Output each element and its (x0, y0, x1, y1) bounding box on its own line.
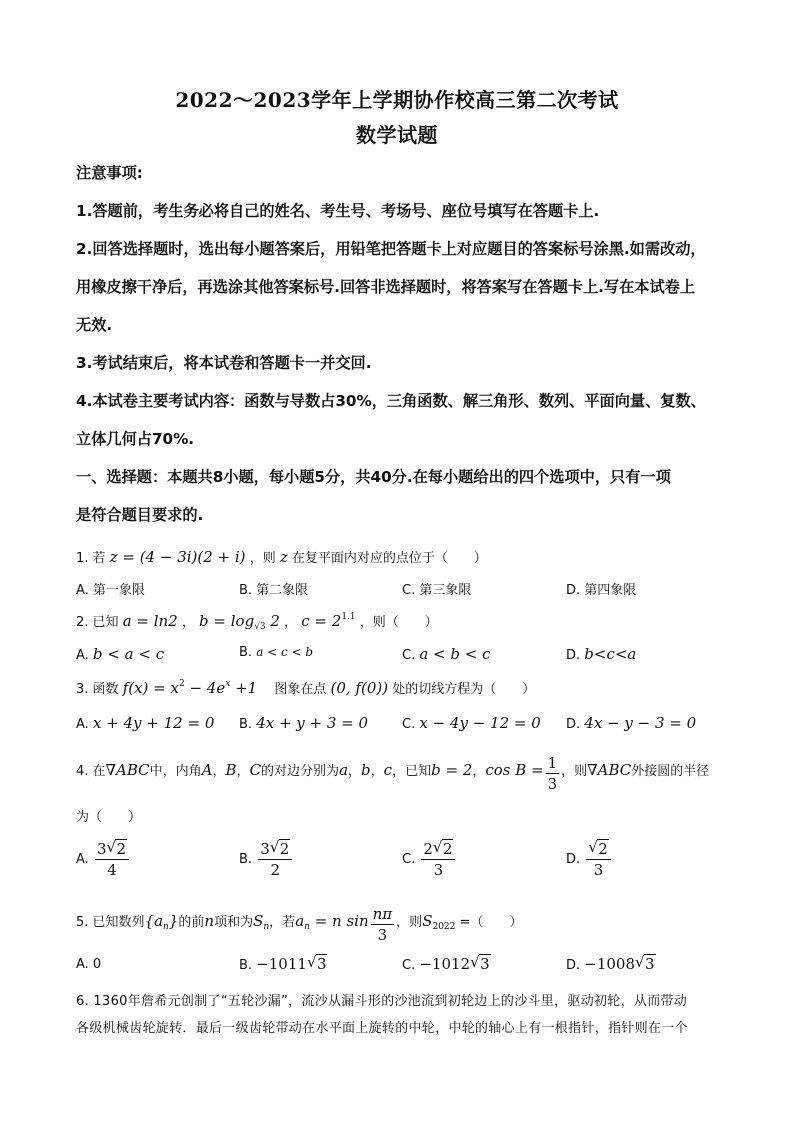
question-3-stem (76, 678, 535, 697)
question-3-option-c: C. x − 4y − 12 = 0 (402, 714, 541, 732)
question-3-text-a: 图象在点 (261, 682, 327, 697)
question-1-expression: z = (4 − 3i)(2 + i) (109, 548, 246, 566)
section-1-heading-line-1: 一、选择题：本题共8小题，每小题5分，共40分.在每小题给出的四个选项中，只有一项 (76, 468, 671, 486)
notice-item-2-line-3: 无效. (76, 316, 113, 334)
question-1-number: 1. 若 (76, 551, 106, 566)
question-1-option-a: A. 第一象限 (76, 583, 145, 598)
exam-title: 2022～2023学年上学期协作校高三第二次考试 (175, 88, 619, 112)
notice-item-2-line-2: 用橡皮擦干净后，再选涂其他答案标号.回答非选择题时，将答案写在答题卡上.写在本试卷上 (76, 278, 696, 296)
question-5-option-b: B. −1011√ 3 (239, 955, 327, 973)
question-3-number: 3. 函数 (76, 682, 119, 697)
question-3-text-b: 处的切线方程为（ ） (392, 682, 536, 697)
question-2-sep-1: ， (181, 615, 195, 630)
question-5-option-c: C. −1012√ 3 (402, 955, 491, 973)
section-1-heading-line-2: 是符合题目要求的. (76, 506, 204, 524)
notice-heading: 注意事项: (76, 164, 143, 182)
notice-item-3: 3.考试结束后，将本试卷和答题卡一并交回. (76, 354, 372, 372)
question-3-point: (0, f(0)) (330, 679, 389, 697)
question-2-c-def: $c = 2^{1.1}$ (301, 612, 356, 630)
question-1-option-d: D. 第四象限 (566, 583, 637, 598)
question-3-option-d: D. 4x − y − 3 = 0 (566, 714, 697, 732)
question-2-text: ，则（ ） (359, 615, 438, 630)
question-2-a-def: a = ln2 (122, 612, 178, 630)
question-2-stem (76, 611, 438, 632)
notice-item-4-line-1: 4.本试卷主要考试内容：函数与导数占30%，三角函数、解三角形、数列、平面向量、复数、 (76, 392, 706, 410)
question-3-option-a: A. x + 4y + 12 = 0 (76, 714, 215, 732)
question-4-option-a: A. $\frac{3√ 2}{4}$ (76, 840, 131, 879)
question-6-line-1: 6. 1360年詹希元创制了“五轮沙漏”，流沙从漏斗形的沙池流到初轮边上的沙斗里，驱动初轮，从而带动 (76, 994, 688, 1009)
question-2-number: 2. 已知 (76, 615, 119, 630)
question-6-line-2: 各级机械齿轮旋转．最后一级齿轮带动在水平面上旋转的中轮，中轮的轴心上有一根指针，指针则在一个 (76, 1021, 688, 1036)
question-3-function: $f(x) = x^2 - 4e^x +1$ (122, 679, 258, 697)
question-5-option-a: A. 0 (76, 957, 102, 972)
question-4-option-b: B. $\frac{3√ 2}{2}$ (239, 840, 294, 879)
question-5-option-d: D. −1008√ 3 (566, 955, 656, 973)
question-1-text-a: ，则 (249, 551, 276, 566)
question-1-stem (76, 547, 487, 566)
question-4-option-d: D. √ $\frac{2}{3}$ (566, 840, 613, 879)
question-1-text-b: 在复平面内对应的点位于（ ） (291, 551, 487, 566)
notice-item-1: 1.答题前，考生务必将自己的姓名、考生号、考场号、座位号填写在答题卡上. (76, 202, 600, 220)
notice-item-4-line-2: 立体几何占70%. (76, 430, 195, 448)
question-1-option-c: C. 第三象限 (402, 583, 472, 598)
question-4-stem-line-2: 为（ ） (76, 810, 142, 825)
question-4-option-c: C. $\frac{2√ 2}{3}$ (402, 840, 457, 879)
exam-subtitle: 数学试题 (356, 123, 438, 147)
notice-item-2-line-1: 2.回答选择题时，选出每小题答案后，用铅笔把答题卡上对应题目的答案标号涂黑.如需改动， (76, 240, 706, 258)
question-3-option-b: B. 4x + y + 3 = 0 (239, 714, 369, 732)
question-2-b-def: $b = \log_{√3} 2$ (199, 612, 280, 632)
question-2-sep-2: ， (284, 615, 298, 630)
question-2-option-c: C. a < b < c (402, 645, 491, 663)
question-2-option-d: D. b<c<a (566, 645, 637, 663)
question-1-option-b: B. 第二象限 (239, 583, 309, 598)
question-2-option-a: A. b < a < c (76, 645, 165, 663)
question-1-variable: z (279, 548, 288, 566)
question-5-stem: 5. 已知数列$\{a_n\}$的前n项和为$S_n$，若$a_n = n$ sin $\frac{n\pi}{3}$ ，则$S_{2022}$ =（ ） (76, 905, 523, 944)
question-2-option-b: B. a < c < b (239, 645, 314, 660)
question-4-stem-line-1: 4. 在∇ABC中，内角A，B，C的对边分别为a，b，c，已知b = 2，cos B = $\frac{1}{3}$ ，则∇ABC外接圆的半径 (76, 754, 710, 793)
